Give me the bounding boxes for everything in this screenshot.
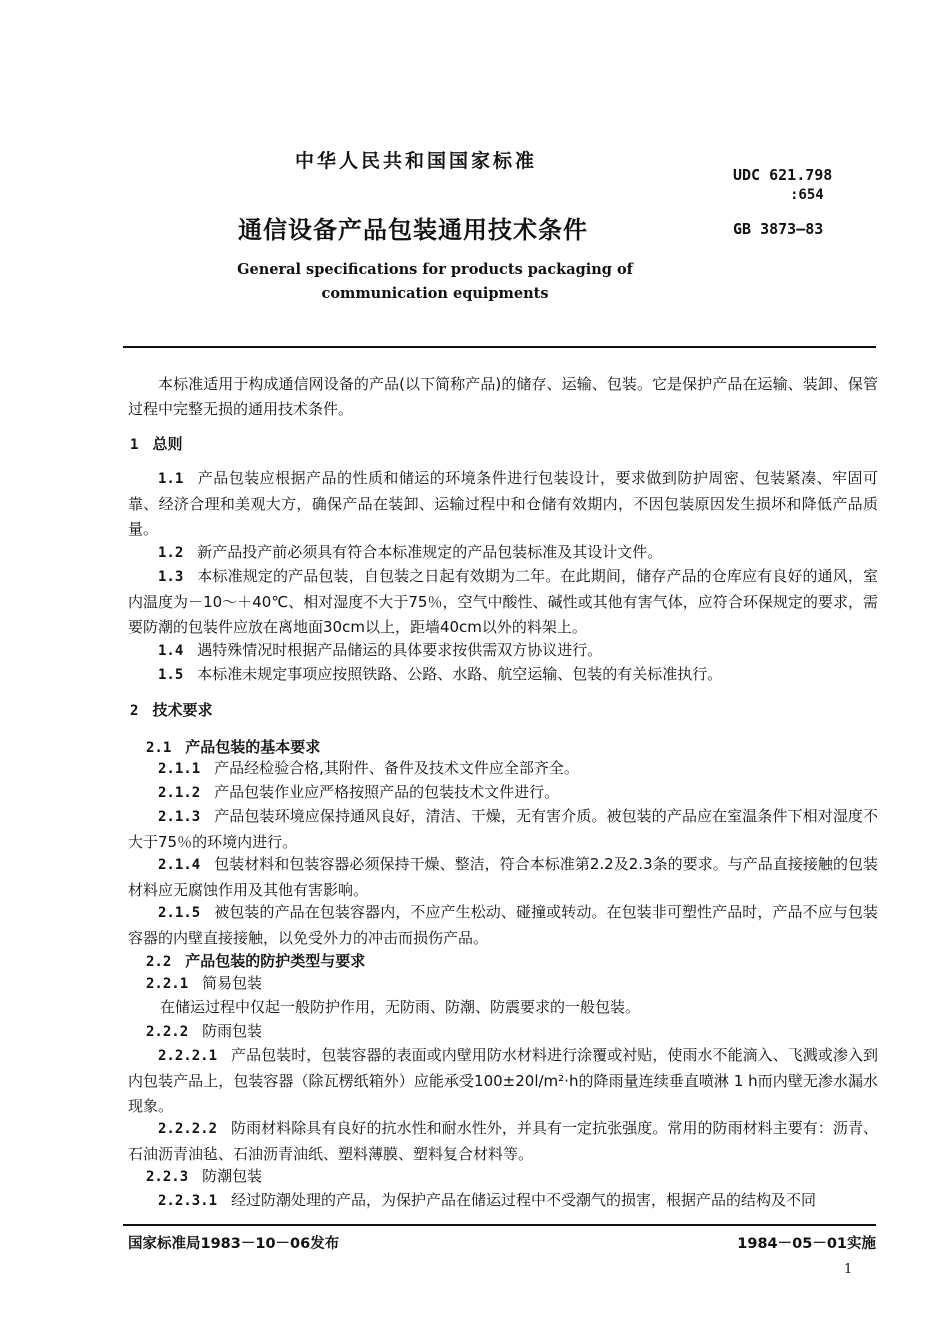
udc-code: UDC 621.798 <box>733 166 833 184</box>
clause-text: 防雨材料除具有良好的抗水性和耐水性外，并具有一定抗张强度。常用的防雨材料主要有：沥青、石油沥青油毡、石油沥青油纸、塑料薄膜、塑料复合材料等。 <box>128 1119 878 1163</box>
section-2-heading <box>130 699 212 720</box>
intro-paragraph: 本标准适用于构成通信网设备的产品(以下简称产品)的储存、运输、包装。它是保护产品在运输、装卸、保管过程中完整无损的通用技术条件。 <box>128 375 878 418</box>
clause-text: 产品包装作业应严格按照产品的包装技术文件进行。 <box>214 783 560 801</box>
clause-title: 简易包装 <box>202 974 263 992</box>
clause-number: 1.5 <box>158 667 184 683</box>
effective-date: 1984－05－01实施 <box>737 1236 876 1252</box>
clause-text: 遇特殊情况时根据产品储运的具体要求按供需双方协议进行。 <box>197 641 603 659</box>
clause-text: 新产品投产前必须具有符合本标准规定的产品包装标准及其设计文件。 <box>197 543 663 561</box>
clause-2-1-3 <box>128 804 878 855</box>
clause-number: 2.2.2.1 <box>158 1048 218 1064</box>
issuing-country-heading: 中华人民共和国国家标准 <box>295 150 538 172</box>
clause-number: 2.1.4 <box>158 857 201 873</box>
clause-1-1 <box>128 466 878 542</box>
clause-2-1-heading <box>146 736 320 757</box>
clause-number: 2.1.3 <box>158 809 201 825</box>
header-divider <box>123 346 876 348</box>
clause-text: 被包装的产品在包装容器内，不应产生松动、碰撞或转动。在包装非可塑性产品时，产品不应与包装容器的内壁直接接触，以免受外力的冲击而损伤产品。 <box>128 903 878 947</box>
clause-number: 2.1 <box>146 740 172 756</box>
english-title-line2: communication equipments <box>321 285 549 302</box>
clause-title: 产品包装的防护类型与要求 <box>185 952 366 970</box>
footer-divider <box>123 1224 876 1226</box>
section-1-heading <box>130 433 182 454</box>
udc-code-suffix: :654 <box>790 187 824 203</box>
issue-date: 国家标准局1983－10－06发布 <box>128 1236 340 1252</box>
clause-2-2-2-1 <box>128 1043 878 1119</box>
clause-2-2-1-heading <box>146 971 876 997</box>
clause-2-2-2-heading <box>146 1019 876 1045</box>
clause-number: 2.1.1 <box>158 761 201 777</box>
clause-text: 产品包装应根据产品的性质和储运的环境条件进行包装设计，要求做到防护周密、包装紧凑、牢固可靠、经济合理和美观大方，确保产品在装卸、运输过程中和仓储有效期内，不因包装原因发生损坏和降低产品质量。 <box>128 469 878 538</box>
clause-2-2-3-1 <box>128 1188 878 1214</box>
clause-2-2-1-text: 在储运过程中仅起一般防护作用，无防雨、防潮、防震要求的一般包装。 <box>160 998 641 1016</box>
clause-text: 包装材料和包装容器必须保持干燥、整洁，符合本标准第2.2及2.3条的要求。与产品直接接触的包装材料应无腐蚀作用及其他有害影响。 <box>128 855 878 899</box>
clause-text: 产品包装时，包装容器的表面或内壁用防水材料进行涂覆或衬贴，使雨水不能滴入、飞溅或渗入到内包装产品上，包装容器（除瓦楞纸箱外）应能承受100±20l/m²·h的降雨量连续垂直喷淋 1 h而内壁无渗水漏水现象。 <box>128 1046 878 1115</box>
clause-number: 2.1.5 <box>158 905 201 921</box>
clause-number: 2.2.2 <box>146 1024 189 1040</box>
clause-2-1-2 <box>128 780 878 806</box>
clause-2-2-2-2 <box>128 1116 878 1167</box>
clause-number: 1.4 <box>158 643 184 659</box>
clause-2-1-1 <box>128 756 878 782</box>
standard-number: GB 3873—83 <box>733 220 824 238</box>
clause-2-1-5 <box>128 900 878 951</box>
clause-2-1-4 <box>128 852 878 903</box>
clause-number: 2.1.2 <box>158 785 201 801</box>
clause-text: 产品包装环境应保持通风良好，清洁、干燥，无有害介质。被包装的产品应在室温条件下相对湿度不大于75％的环境内进行。 <box>128 807 878 851</box>
clause-number: 1.3 <box>158 569 184 585</box>
clause-1-4 <box>128 638 878 664</box>
section-number: 2 <box>130 703 139 719</box>
section-title: 总则 <box>152 435 183 453</box>
clause-2-2-heading <box>146 950 365 971</box>
section-title: 技术要求 <box>152 701 213 719</box>
clause-number: 2.2.2.2 <box>158 1121 218 1137</box>
clause-text: 本标准未规定事项应按照铁路、公路、水路、航空运输、包装的有关标准执行。 <box>197 665 723 683</box>
clause-title: 产品包装的基本要求 <box>185 738 321 756</box>
clause-2-2-3-heading <box>146 1164 876 1190</box>
clause-text: 产品经检验合格,其附件、备件及技术文件应全部齐全。 <box>214 759 579 777</box>
clause-text: 经过防潮处理的产品，为保护产品在储运过程中不受潮气的损害，根据产品的结构及不同 <box>231 1191 817 1209</box>
clause-1-3 <box>128 564 878 640</box>
clause-number: 1.1 <box>158 471 184 487</box>
clause-1-5 <box>128 662 878 688</box>
clause-number: 1.2 <box>158 545 184 561</box>
clause-number: 2.2.3 <box>146 1169 189 1185</box>
page-number: 1 <box>844 1262 853 1277</box>
clause-1-2 <box>128 540 878 566</box>
section-number: 1 <box>130 437 139 453</box>
clause-text: 本标准规定的产品包装，自包装之日起有效期为二年。在此期间，储存产品的仓库应有良好的通风，室内温度为－10～＋40℃、相对湿度不大于75％，空气中酸性、碱性或其他有害气体，应符合环保规定的要求，需要防潮的包装件应放在离地面30cm以上，距墙40cm以外的料架上。 <box>128 567 878 636</box>
clause-title: 防潮包装 <box>202 1167 263 1185</box>
clause-number: 2.2 <box>146 954 172 970</box>
english-title-line1: General specifications for products packaging of <box>237 261 633 278</box>
clause-title: 防雨包装 <box>202 1022 263 1040</box>
document-title: 通信设备产品包装通用技术条件 <box>238 216 588 244</box>
clause-number: 2.2.3.1 <box>158 1193 218 1209</box>
clause-number: 2.2.1 <box>146 976 189 992</box>
